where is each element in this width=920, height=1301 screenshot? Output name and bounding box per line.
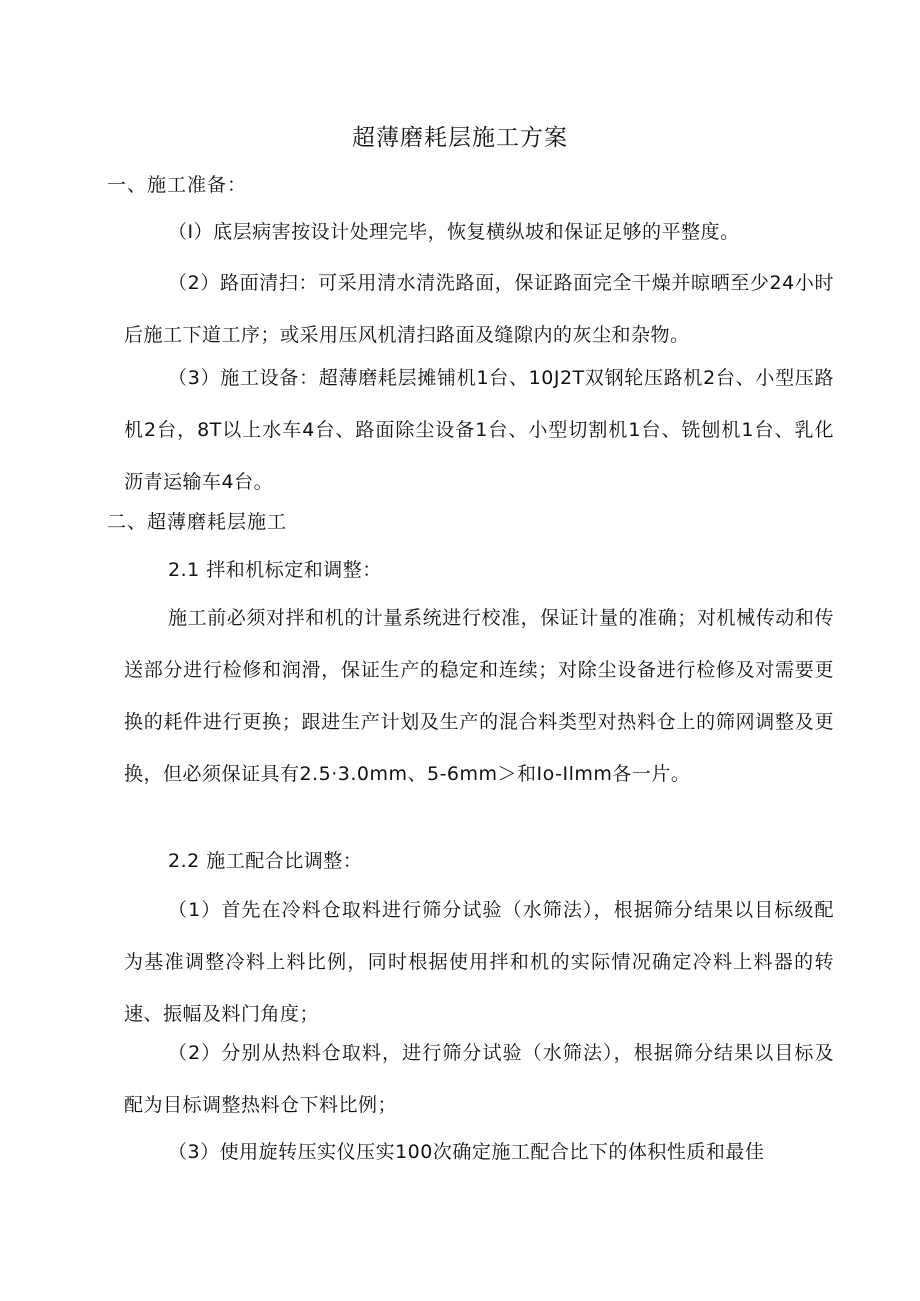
section-1-item-2: （2）路面清扫：可采用清水清洗路面，保证路面完全干燥并晾晒至少24小时后施工下道工序；或采用压风机清扫路面及缝隙内的灰尘和杂物。: [124, 272, 834, 346]
section-1-item-3: （3）施工设备：超薄磨耗层摊铺机1台、10J2T双钢轮压路机2台、小型压路机2台，8T以上水车4台、路面除尘设备1台、小型切割机1台、铣刨机1台、乳化沥青运输车4台。: [124, 367, 834, 493]
subsection-2-2-item-1: （1）首先在冷料仓取料进行筛分试验（水筛法），根据筛分结果以目标级配为基准调整冷料上料比例，同时根据使用拌和机的实际情况确定冷料上料器的转速、振幅及料门角度；: [124, 899, 834, 1025]
subsection-2-2-item-3: （3）使用旋转压实仪压实100次确定施工配合比下的体积性质和最佳: [168, 1141, 765, 1163]
document-title: 超薄磨耗层施工方案: [352, 125, 568, 151]
section-2-heading: 二、超薄磨耗层施工: [107, 511, 288, 533]
subsection-2-2-heading: 2.2 施工配合比调整：: [168, 850, 363, 872]
subsection-2-1-body: 施工前必须对拌和机的计量系统进行校准，保证计量的准确；对机械传动和传送部分进行检修和润滑，保证生产的稳定和连续；对除尘设备进行检修及对需要更换的耗件进行更换；跟进生产计划及生产的混合料类型对热料仓上的筛网调整及更换，但必须保证具有2.5·3.0mm、5-6mm＞和Io-Ilmm各一片。: [124, 607, 834, 785]
section-1-heading: 一、施工准备：: [107, 174, 248, 196]
subsection-2-1-heading: 2.1 拌和机标定和调整：: [168, 559, 382, 581]
section-1-item-1: （I）底层病害按设计处理完毕，恢复横纵坡和保证足够的平整度。: [168, 221, 740, 243]
subsection-2-2-item-2: （2）分别从热料仓取料，进行筛分试验（水筛法），根据筛分结果以目标及配为目标调整热料仓下料比例；: [124, 1042, 834, 1116]
